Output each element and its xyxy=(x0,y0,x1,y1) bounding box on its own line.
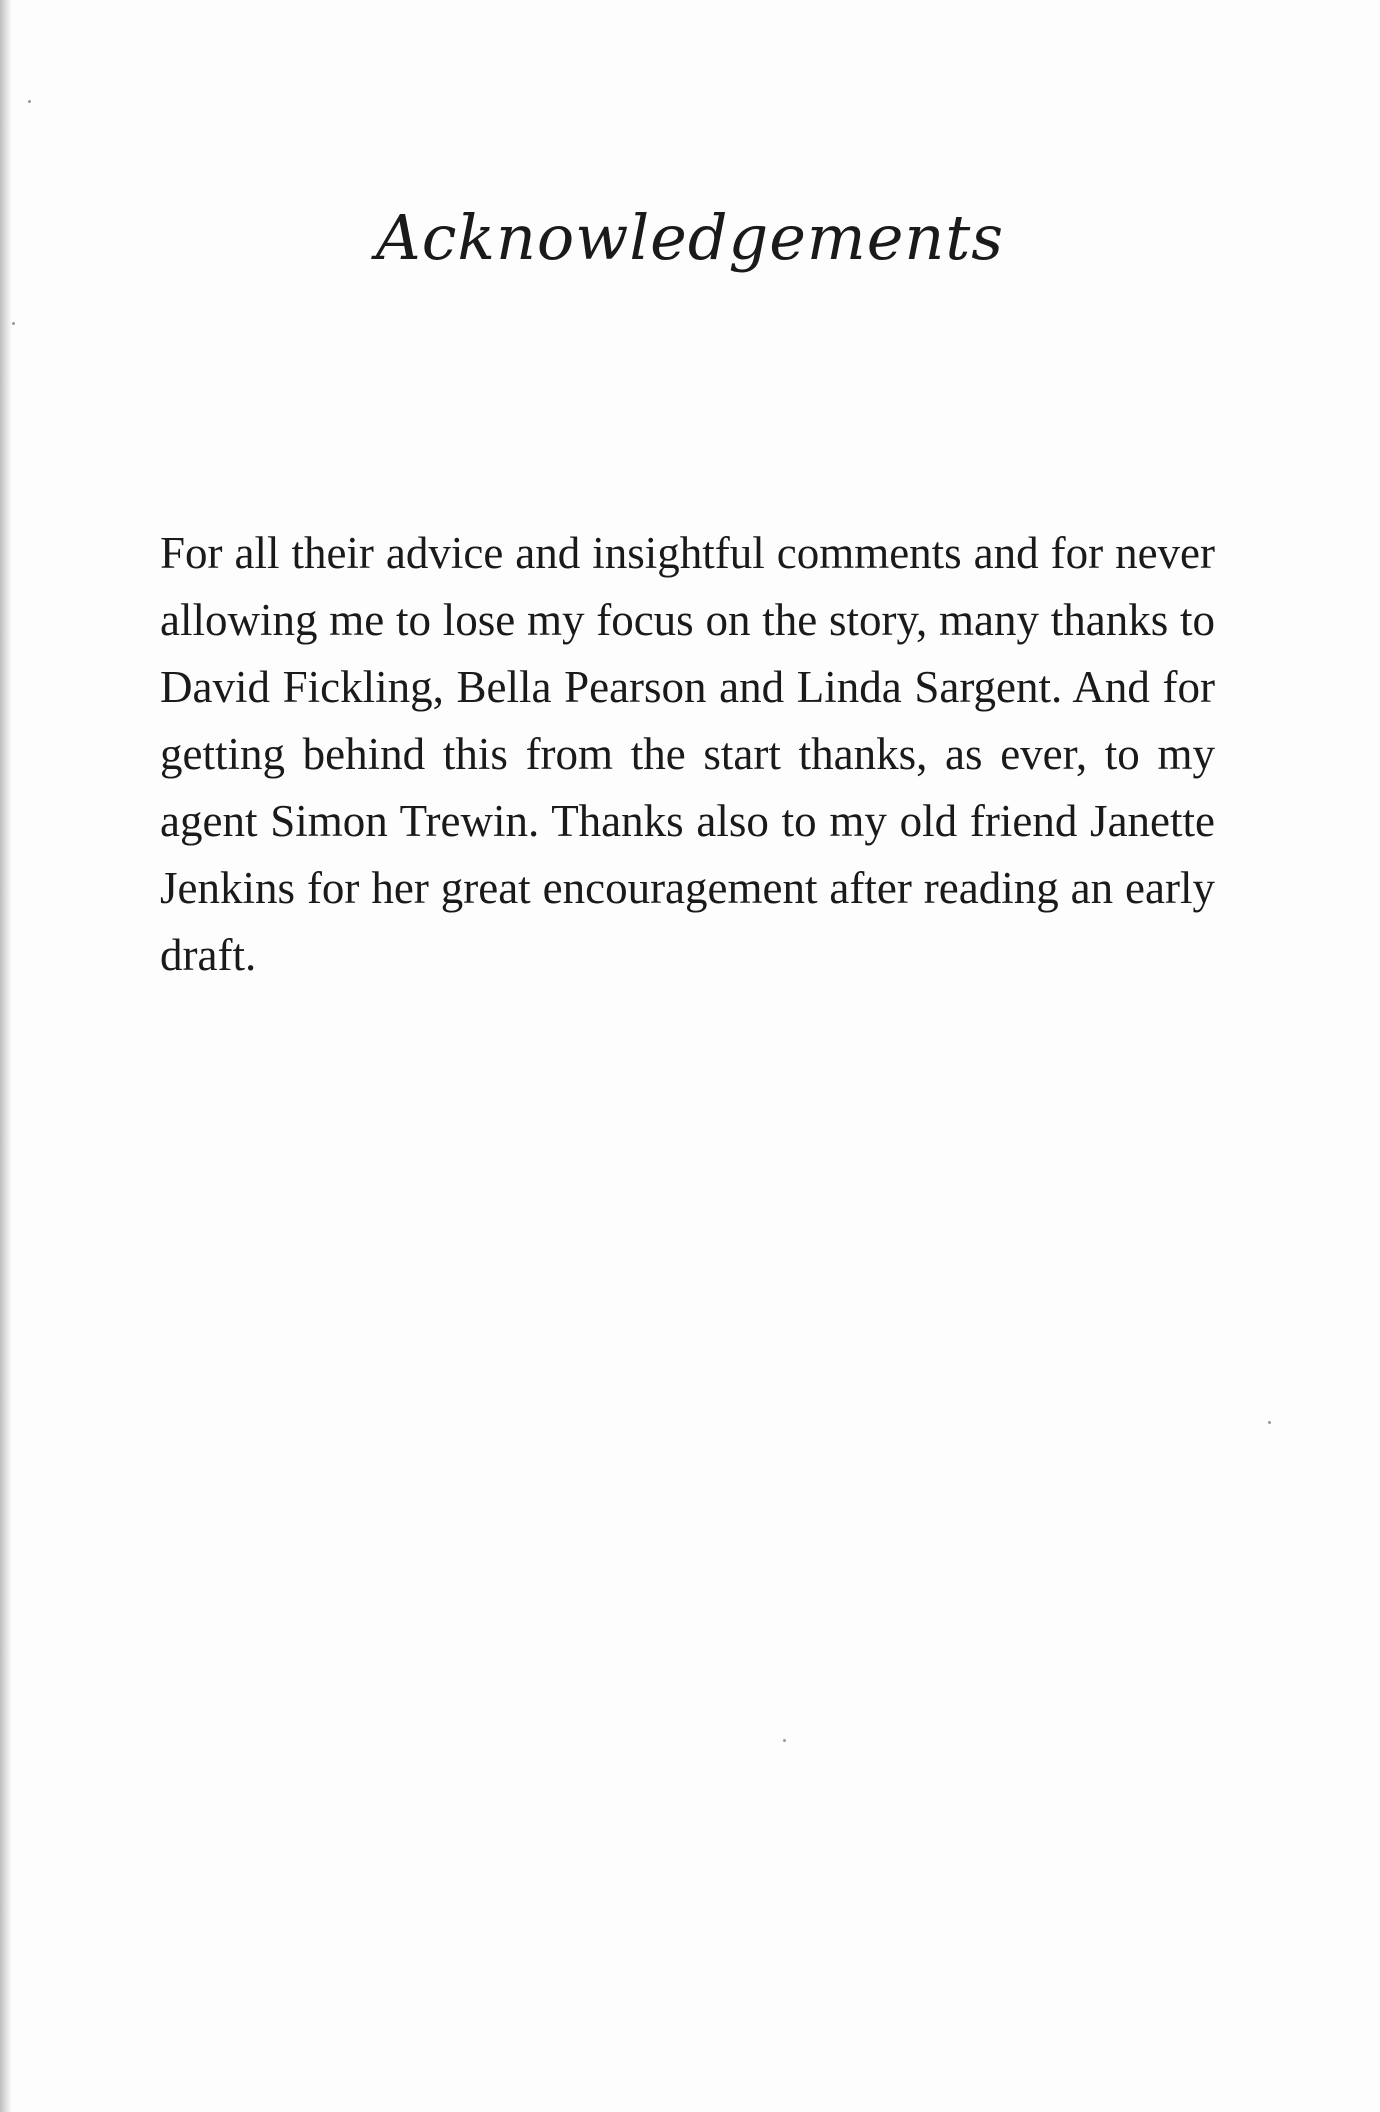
page-title: Acknowledgements xyxy=(375,201,1005,274)
page-spine-edge xyxy=(0,0,12,2112)
scan-speck xyxy=(12,322,15,325)
acknowledgements-paragraph: For all their advice and insightful comments and for never allowing me to lose my focus on the story, many thanks to David Fickling, Bella Pearson and Linda Sargent. And for getting behind this from the start thanks, as ever, to my agent Simon Trewin. Thanks also to my old friend Janette Jenkins for her great encouragement after reading an early draft. xyxy=(160,528,1215,980)
scan-speck xyxy=(1268,1421,1271,1424)
scan-speck xyxy=(783,1739,786,1742)
scan-speck xyxy=(28,100,31,103)
